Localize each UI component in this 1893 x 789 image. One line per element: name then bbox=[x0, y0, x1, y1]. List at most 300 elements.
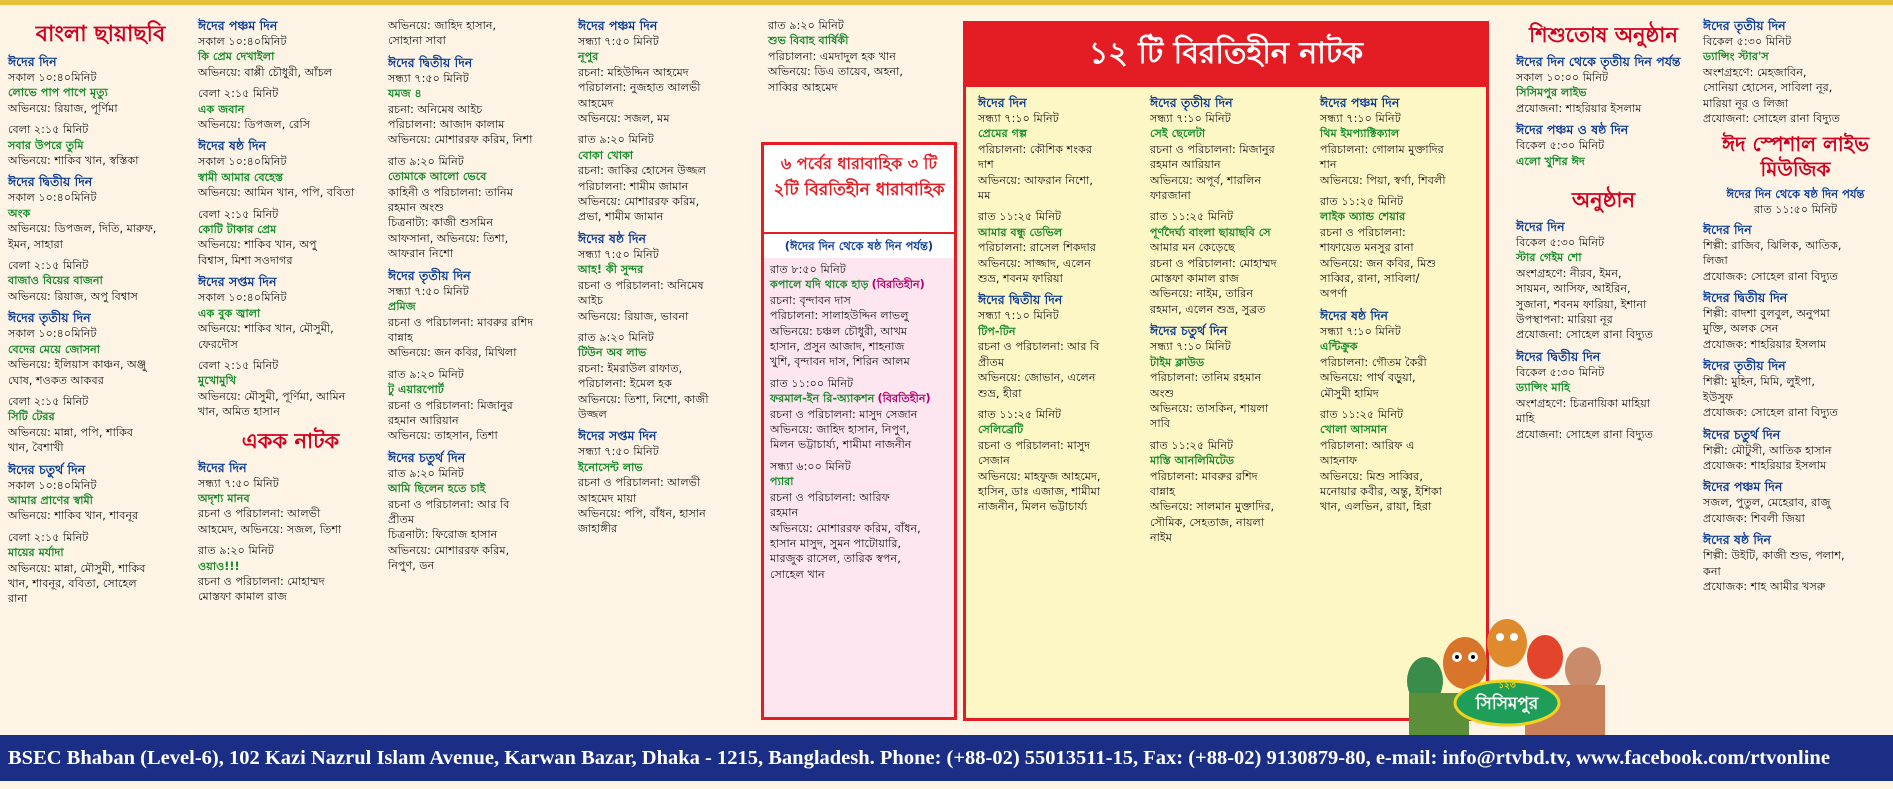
item-title-text: কোটি টাকার প্রেম bbox=[198, 223, 277, 237]
item-time: সন্ধ্যা ৭:১০ মিনিট bbox=[978, 112, 1059, 125]
item-title bbox=[1150, 225, 1315, 240]
serial-header-line2: ২টি বিরতিহীন ধারাবাহিক bbox=[773, 180, 945, 200]
item-title-text: সিটি টেরর bbox=[8, 410, 55, 424]
schedule-item bbox=[1320, 95, 1485, 188]
item-line: পরিচালনা: গৌতম কৈরী bbox=[1320, 355, 1427, 369]
column-drama-3 bbox=[578, 18, 758, 543]
item-line: অভিনয়ে: ডিপজল, রেসি bbox=[198, 118, 311, 132]
item-line: প্রযোজনা: সোহেল রানা বিদ্যুত bbox=[1703, 112, 1841, 126]
item-time: সকাল ১০:৪০মিনিট bbox=[8, 478, 97, 492]
item-day: ঈদের দ্বিতীয় দিন bbox=[1516, 348, 1601, 364]
item-line: অভিনয়ে: পপি, বাঁধন, হাসান bbox=[578, 506, 706, 520]
item-title-text: লাইক অ্যান্ড শেয়ার bbox=[1320, 210, 1406, 224]
item-line: প্রযোজক: শাহরিয়ার ইসলাম bbox=[1703, 458, 1827, 472]
item-title bbox=[8, 409, 193, 424]
item-title bbox=[198, 306, 383, 321]
item-line: আফসানা, অভিনয়ে: তিশা, bbox=[388, 231, 509, 245]
item-line: সোনিয়া হোসেন, সাবিলা নূর, bbox=[1703, 81, 1833, 95]
schedule-item bbox=[1703, 532, 1888, 594]
item-line: রচনা ও পরিচালনা: অনিমেষ bbox=[578, 278, 704, 292]
item-line: অভিনয়ে: মিশু সাব্বির, bbox=[1320, 469, 1423, 483]
item-line: রচনা ও পরিচালনা: মাবরুর রশিদ bbox=[388, 315, 534, 329]
item-title bbox=[1320, 422, 1485, 437]
footer-contact-bar: BSEC Bhaban (Level-6), 102 Kazi Nazrul Islam Avenue, Karwan Bazar, Dhaka - 1215, Bangladesh. Phone: (+88-02) 55013511-15, Fax: (+88-02) 9130879-80, e-mail: info@rtvbd.tv, www.facebook.com/rtvonline bbox=[0, 735, 1893, 781]
item-line: বান্নাহ bbox=[1150, 484, 1175, 498]
item-time: রাত ৯:২০ মিনিট bbox=[578, 330, 654, 344]
item-time: রাত ১১:২৫ মিনিট bbox=[1320, 407, 1404, 421]
item-day: ঈদের তৃতীয় দিন bbox=[1150, 95, 1233, 110]
item-title-text: আমার বন্ধু ডেভিল bbox=[978, 225, 1063, 239]
item-line: অভিনয়ে: রিয়াজ, পূর্ণিমা bbox=[8, 101, 118, 115]
schedule-item bbox=[198, 207, 383, 269]
item-time: রাত ৯:২০ মিনিট bbox=[388, 466, 464, 480]
item-title-text: এক বুক জ্বালা bbox=[198, 306, 261, 320]
item-line: অভিনয়ে: নাইম, তারিন bbox=[1150, 287, 1254, 301]
schedule-item bbox=[8, 258, 193, 304]
item-day: ঈদের পঞ্চম দিন bbox=[198, 18, 278, 33]
item-line: পরিচালনা: গোলাম মুক্তাদির bbox=[1320, 142, 1444, 156]
item-line: অভিনয়ে: সালমান মুক্তাদির, bbox=[1150, 500, 1275, 514]
item-line: শাফায়েত মনসুর রানা bbox=[1320, 241, 1414, 255]
item-line: রচনা ও পরিচালনা: মাসুদ bbox=[978, 438, 1090, 452]
item-title-text: সিসিমপুর লাইভ bbox=[1516, 86, 1587, 100]
item-title bbox=[388, 481, 573, 496]
item-time: রাত ৯:২০ মিনিট bbox=[388, 154, 464, 168]
item-title bbox=[1320, 209, 1485, 224]
schedule-item bbox=[198, 18, 383, 80]
item-time: রাত ৯:২০ মিনিট bbox=[768, 19, 844, 32]
item-time: সন্ধ্যা ৭:১০ মিনিট bbox=[1150, 112, 1231, 125]
item-title bbox=[978, 225, 1143, 240]
item-line: প্রযোজক: সোহেল রানা বিদ্যুত bbox=[1703, 269, 1838, 283]
item-time: রাত ৯:২০ মিনিট bbox=[578, 133, 654, 147]
item-line: আহমেদ bbox=[578, 96, 614, 110]
item-line: নাজনীন, মিলন ভট্টাচার্য্য bbox=[978, 500, 1088, 514]
item-line: বিশ্বাস, মিশা সওদাগর bbox=[198, 253, 293, 267]
item-day: ঈদের তৃতীয় দিন bbox=[1703, 18, 1786, 33]
item-line: অভিনয়ে: পিয়া, স্বর্ণা, শিবলী bbox=[1320, 173, 1446, 187]
item-day: ঈদের সপ্তম দিন bbox=[198, 274, 277, 290]
item-line: প্রীতম bbox=[388, 512, 415, 526]
top-border bbox=[0, 0, 1893, 5]
item-time: রাত ১১:২৫ মিনিট bbox=[978, 210, 1062, 224]
live-music-time: রাত ১১:৫০ মিনিট bbox=[1753, 203, 1838, 217]
item-title bbox=[1516, 85, 1691, 100]
sisimpur-logo-number: ১২৩ bbox=[1498, 681, 1516, 691]
item-line: অভিনয়ে: ডিএ তায়েব, অহনা, bbox=[768, 65, 903, 79]
item-line: সৌমিক, সেহতাজ, নায়লা bbox=[1150, 515, 1265, 529]
item-tag: (বিরতিহীন) bbox=[877, 392, 931, 406]
schedule-item bbox=[198, 138, 383, 200]
item-day: ঈদের পঞ্চম দিন bbox=[1320, 95, 1400, 110]
item-title-text: মাস্তি আনলিমিটেড bbox=[1150, 454, 1235, 468]
item-line: শান bbox=[1320, 158, 1337, 172]
item-title bbox=[8, 342, 193, 357]
list bbox=[388, 18, 573, 574]
item-title-text: কি প্রেম দেখাইলা bbox=[198, 50, 275, 64]
item-time: বিকেল ৫:৩০ মিনিট bbox=[1516, 236, 1605, 250]
item-title-text: ড্যান্সিং মাহি bbox=[1516, 381, 1570, 395]
item-line: ফেরদৌস bbox=[198, 337, 238, 351]
item-time: সন্ধ্যা ৭:১০ মিনিট bbox=[1150, 340, 1231, 354]
item-title-text: পূর্ণদৈর্ঘ্য বাংলা ছায়াছবি সে bbox=[1150, 225, 1271, 239]
item-day: ঈদের দিন bbox=[1703, 221, 1752, 237]
item-time: রাত ৯:২০ মিনিট bbox=[198, 544, 274, 558]
item-line: হাসান মাসুদ, সুমন পাটোয়ারি, bbox=[770, 536, 902, 550]
item-time: রাত ১১:২৫ মিনিট bbox=[1150, 438, 1234, 452]
item-line: শিল্পী: রাজিব, ঝিলিক, আতিক, bbox=[1703, 238, 1842, 252]
item-line: অভিনয়ে: শাকিব খান, শাবনূর bbox=[8, 509, 139, 523]
item-title bbox=[578, 49, 758, 64]
column-drama-4 bbox=[768, 18, 958, 95]
item-title bbox=[8, 273, 193, 288]
item-title-text: মুখোমুখি bbox=[198, 374, 237, 388]
schedule-item bbox=[1320, 407, 1485, 515]
red-mascot-head bbox=[1527, 635, 1563, 679]
item-title bbox=[1703, 49, 1888, 64]
item-line: খুশি, বৃন্দাবন দাস, শিরিন আলম bbox=[770, 355, 910, 369]
schedule-item bbox=[770, 376, 952, 453]
item-time: সকাল ১০:৪০মিনিট bbox=[8, 327, 97, 341]
schedule-item bbox=[1320, 194, 1485, 302]
item-line: মৌসুমী হামিদ bbox=[1320, 386, 1379, 400]
item-line: অভিনয়ে: পার্থ বড়ুয়া, bbox=[1320, 371, 1416, 385]
schedule-item bbox=[1516, 349, 1691, 442]
item-line: খান, এলভিন, রায়া, হিরা bbox=[1320, 500, 1432, 514]
schedule-item bbox=[1150, 323, 1315, 431]
item-time: সন্ধ্যা ৭:১০ মিনিট bbox=[1320, 112, 1401, 125]
item-day: ঈদের দ্বিতীয় দিন bbox=[388, 54, 473, 70]
schedule-item bbox=[578, 428, 758, 536]
item-line: শুভ্র, হীরা bbox=[978, 386, 1022, 400]
item-time: সকাল ১০:৪০মিনিট bbox=[8, 71, 97, 84]
item-title-text: আহ! কী সুন্দর bbox=[578, 263, 644, 277]
item-title-text: টাইম ক্লাউড bbox=[1150, 355, 1205, 369]
item-title-text: টিউন অব লাভ bbox=[578, 346, 647, 360]
item-time: বেলা ২:১৫ মিনিট bbox=[198, 358, 279, 372]
item-line: অভিনয়ে: মাহফুজ আহমেদ, bbox=[978, 469, 1101, 483]
serial-header bbox=[764, 145, 954, 233]
list bbox=[978, 95, 1143, 515]
item-title-text: অংক bbox=[8, 206, 31, 220]
tiger-mascot-head bbox=[1443, 637, 1487, 689]
item-line: সাব্বির, রানা, সাবিলা/ bbox=[1320, 272, 1420, 286]
item-title-text: স্টার গেইম শো bbox=[1516, 251, 1582, 265]
schedule-item bbox=[388, 450, 573, 574]
schedule-item bbox=[388, 367, 573, 444]
item-title bbox=[1516, 154, 1691, 169]
item-line: অভিনয়ে: আমিন খান, পপি, ববিতা bbox=[198, 186, 355, 200]
lion-mascot-head bbox=[1487, 619, 1527, 667]
schedule-item bbox=[1150, 95, 1315, 203]
serial-subtitle: (ঈদের দিন থেকে ষষ্ঠ দিন পর্যন্ত) bbox=[764, 232, 954, 258]
item-title-text: বেদের মেয়ে জোসনা bbox=[8, 342, 101, 356]
schedule-item bbox=[1703, 427, 1888, 474]
schedule-item bbox=[770, 262, 952, 370]
schedule-item bbox=[8, 394, 193, 456]
item-line: আফরান নিশো bbox=[388, 247, 454, 261]
schedule-item bbox=[8, 462, 193, 524]
item-time: বেলা ২:১৫ মিনিট bbox=[8, 123, 89, 137]
item-day: ঈদের তৃতীয় দিন bbox=[1703, 358, 1786, 374]
item-title-text: আমার প্রাণের স্বামী bbox=[8, 493, 93, 507]
item-line: সাবি bbox=[1150, 417, 1171, 431]
column-movies-continued bbox=[198, 18, 383, 611]
item-line: অভিনয়ে: জাহিদ হাসান, নিপুণ, bbox=[770, 423, 910, 437]
item-line: রচনা ও পরিচালনা: মিজানুর bbox=[388, 398, 513, 412]
schedule-item bbox=[978, 407, 1143, 515]
item-day: ঈদের সপ্তম দিন bbox=[578, 428, 657, 444]
item-line: পরিচালনা: আরিফ এ bbox=[1320, 438, 1415, 452]
list bbox=[1703, 18, 1888, 126]
item-title-text: ড্যান্সিং স্টার'স bbox=[1703, 50, 1769, 64]
section-title-single-drama: একক নাটক bbox=[241, 428, 340, 453]
item-time: রাত ১১:২৫ মিনিট bbox=[1320, 195, 1404, 209]
item-line: সোহানা সাবা bbox=[388, 34, 446, 48]
section-title-live-music: ঈদ স্পেশাল লাইভ মিউজিক bbox=[1721, 132, 1870, 182]
item-title bbox=[198, 491, 383, 506]
item-line: প্রভা, শামীম জামান bbox=[578, 210, 664, 224]
item-line: মাহি bbox=[1516, 412, 1535, 426]
item-line: রচনা: জাকির হোসেন উজ্জল bbox=[578, 164, 706, 178]
item-title bbox=[1516, 250, 1691, 265]
item-line: কাহিনী ও পরিচালনা: তানিম bbox=[388, 185, 513, 199]
item-time: রাত ১১:২৫ মিনিট bbox=[1150, 210, 1234, 224]
schedule-item bbox=[198, 358, 383, 420]
item-line: জাহাঙ্গীর bbox=[578, 522, 618, 536]
item-line: অভিনয়ে: চঞ্চল চৌধুরী, আখম bbox=[770, 324, 908, 338]
schedule-item bbox=[1516, 54, 1691, 116]
item-title-text: প্রেমের গল্প bbox=[978, 127, 1027, 141]
item-line: প্রযোজক: শাহ আমীর খসরু bbox=[1703, 579, 1826, 593]
item-line: অভিনয়ে: বাপ্পী চৌধুরী, আঁচল bbox=[198, 65, 333, 79]
item-title-text: স্বামী আমার বেহেস্ত bbox=[198, 170, 284, 184]
item-line: দাশ bbox=[978, 158, 994, 172]
natak-column-3 bbox=[1320, 95, 1485, 521]
item-title-text: কপালে যদি থাকে হাড় bbox=[770, 278, 869, 292]
item-line: অভিনয়ে: ডিপজল, দিতি, মারুফ, bbox=[8, 222, 157, 236]
item-title bbox=[8, 493, 193, 508]
item-title bbox=[978, 422, 1143, 437]
item-title bbox=[198, 170, 383, 185]
item-day: ঈদের চতুর্থ দিন bbox=[1703, 426, 1781, 442]
schedule-item bbox=[388, 268, 573, 361]
item-line: প্রযোজনা: সোহেল রানা বিদ্যুত bbox=[1516, 427, 1654, 441]
item-line: খান, বৈশাখী bbox=[8, 441, 64, 455]
item-day: ঈদের দিন bbox=[978, 95, 1027, 110]
item-line: রচনা: ইমরাউল রাফাত, bbox=[578, 361, 683, 375]
sisimpur-mascots-illustration bbox=[1395, 585, 1617, 735]
item-time: বেলা ২:১৫ মিনিট bbox=[8, 394, 89, 408]
item-line: রচনা ও পরিচালনা: bbox=[1320, 225, 1406, 239]
item-day: ঈদের দিন থেকে তৃতীয় দিন পর্যন্ত bbox=[1516, 54, 1681, 69]
item-title bbox=[978, 324, 1143, 339]
item-title-text: খোলা আসমান bbox=[1320, 423, 1388, 437]
item-day: ঈদের চতুর্থ দিন bbox=[388, 449, 466, 465]
item-line: প্রযোজনা: শাহরিয়ার ইসলাম bbox=[1516, 101, 1642, 115]
item-line: অভিনয়ে: মোশাররফ করিম, বাঁধন, bbox=[770, 521, 921, 535]
item-day: ঈদের ষষ্ঠ দিন bbox=[198, 138, 266, 154]
list bbox=[1516, 219, 1691, 442]
item-time: রাত ১১:০০ মিনিট bbox=[770, 376, 854, 390]
item-line: কনা bbox=[1703, 564, 1721, 578]
item-line: নিপুণ, ডন bbox=[388, 559, 435, 573]
item-line: অভিনয়ে: জন কবির, মিথিলা bbox=[388, 346, 517, 360]
item-title bbox=[198, 102, 383, 117]
item-title bbox=[198, 222, 383, 237]
item-line: অভিনয়ে: ইলিয়াস কাঞ্চন, অঞ্জু bbox=[8, 358, 147, 372]
item-title bbox=[8, 138, 193, 153]
item-title bbox=[770, 474, 952, 489]
item-line: আহমেদ, অভিনয়ে: সজল, তিশা bbox=[198, 522, 342, 536]
item-line: প্রযোজক: শাহরিয়ার ইসলাম bbox=[1703, 337, 1827, 351]
item-title-text: এন্টিক্রুক bbox=[1320, 340, 1358, 354]
item-line: রচনা: অনিমেষ আইচ bbox=[388, 102, 483, 116]
item-line: রহমান bbox=[770, 506, 799, 520]
item-title-text: তোমাকে আলো ভেবে bbox=[388, 170, 487, 184]
item-title-text: সবার উপরে তুমি bbox=[8, 138, 84, 152]
item-title bbox=[1150, 355, 1315, 370]
item-line: মিলন ভট্টাচার্য্য, শামীমা নাজনীন bbox=[770, 438, 912, 452]
item-day: ঈদের দ্বিতীয় দিন bbox=[8, 174, 93, 190]
item-day: ঈদের পঞ্চম দিন bbox=[578, 18, 658, 33]
item-title-text: প্যারা bbox=[770, 475, 794, 489]
item-title-text: যমজ ৪ bbox=[388, 87, 422, 101]
item-title-text: বাজাও বিয়ের বাজনা bbox=[8, 274, 103, 288]
schedule-item bbox=[1150, 438, 1315, 546]
item-line: অভিনয়ে: শাকিব খান, স্বস্তিকা bbox=[8, 154, 139, 168]
item-time: বিকেল ৫:৩০ মিনিট bbox=[1516, 365, 1605, 379]
item-line: হাসিন, ডাঃ এজাজ, শামীমা bbox=[978, 484, 1101, 498]
item-line: সুজানা, শবনম ফারিয়া, ইশানা bbox=[1516, 297, 1647, 311]
item-line: রহমান অংশু bbox=[388, 201, 444, 215]
item-line: অভিনয়ে: জন কবির, মিশু bbox=[1320, 256, 1437, 270]
item-time: বেলা ২:১৫ মিনিট bbox=[8, 530, 89, 544]
item-title-text: আমি ছিলেন হতে চাই bbox=[388, 482, 486, 496]
section-title-programs: অনুষ্ঠান bbox=[1571, 188, 1636, 213]
list bbox=[1320, 95, 1485, 515]
item-line: শিল্পী: উইটি, কাজী শুভ, পলাশ, bbox=[1703, 549, 1845, 563]
item-day: ঈদের ষষ্ঠ দিন bbox=[1703, 532, 1771, 548]
item-line: অভিনয়ে: জোভান, এলেন bbox=[978, 371, 1096, 385]
item-line: ইমন, সাহারা bbox=[8, 237, 63, 251]
natak-column-2 bbox=[1150, 95, 1315, 552]
item-line: রচনা ও পরিচালনা: আলভী bbox=[198, 507, 321, 521]
item-title bbox=[198, 49, 383, 64]
item-line: অভিনয়ে: সজল, মম bbox=[578, 112, 670, 126]
item-line: অংশগ্রহণে: নীরব, ইমন, bbox=[1516, 266, 1622, 280]
item-line: নাইম bbox=[1150, 531, 1172, 545]
item-time: সন্ধ্যা ৭:৫০ মিনিট bbox=[388, 284, 469, 298]
schedule-item bbox=[578, 231, 758, 324]
item-time: সকাল ১০:৪০মিনিট bbox=[198, 155, 287, 169]
item-title bbox=[388, 86, 573, 101]
item-line: অভিনয়ে: মোশাররফ করিম, bbox=[578, 195, 700, 209]
schedule-item bbox=[1703, 479, 1888, 526]
item-title bbox=[388, 299, 573, 314]
item-line: সজল, পুতুল, মেহেরাব, রাজু bbox=[1703, 496, 1831, 510]
item-time: বিকেল ৫:৩০ মিনিট bbox=[1703, 35, 1792, 48]
item-line: রহমান, এলেন শুভ্র, সুব্রত bbox=[1150, 302, 1266, 316]
section-title-children: শিশুতোষ অনুষ্ঠান bbox=[1529, 23, 1678, 47]
item-line: আইচ bbox=[578, 294, 603, 308]
item-title bbox=[198, 559, 383, 574]
item-line: পরিচালনা: আজাদ কালাম bbox=[388, 118, 505, 132]
item-line: পরিচালনা: সালাহউদ্দিন লাভলু bbox=[770, 309, 909, 323]
list bbox=[198, 18, 383, 420]
item-line: মারিয়া নূর ও লিজা bbox=[1703, 96, 1789, 110]
schedule-item bbox=[388, 154, 573, 262]
item-title bbox=[388, 382, 573, 397]
item-title bbox=[388, 169, 573, 184]
item-line: পরিচালনা: শামীম জামান bbox=[578, 179, 689, 193]
item-line: আহনাফ bbox=[1320, 454, 1358, 468]
schedule-item bbox=[198, 543, 383, 605]
schedule-item bbox=[8, 174, 193, 252]
item-line: অংশগ্রহণে: মেহজাবিন, bbox=[1703, 65, 1807, 79]
item-time: রাত ৮:৫০ মিনিট bbox=[770, 263, 846, 276]
column-drama-2 bbox=[388, 18, 573, 580]
item-line: অভিনয়ে: মান্না, মৌসুমী, শাকিব bbox=[8, 561, 146, 575]
item-line: মোস্তফা কামাল রাজ bbox=[1150, 272, 1239, 286]
item-line: অভিনয়ে: শাকিব খান, মৌসুমী, bbox=[198, 322, 334, 336]
item-line: রহমান আরিয়ান bbox=[1150, 158, 1221, 172]
item-line: পরিচালনা: ইমেল হক bbox=[578, 377, 672, 391]
item-time: সন্ধ্যা ৭:১০ মিনিট bbox=[978, 309, 1059, 323]
item-line: পরিচালনা: তানিম রহমান bbox=[1150, 371, 1262, 385]
item-line: অভিনয়ে: তাহসান, তিশা bbox=[388, 429, 498, 443]
item-time: সন্ধ্যা ৭:৫০ মিনিট bbox=[578, 445, 659, 459]
item-line: অংশগ্রহণে: চিত্রনায়িকা মাহিয়া bbox=[1516, 396, 1651, 410]
natak-column-1 bbox=[978, 95, 1143, 521]
item-line: আমার মন কেড়েছে bbox=[1150, 241, 1235, 255]
item-title bbox=[578, 345, 758, 360]
item-title-text: টু এয়ারপোর্ট bbox=[388, 383, 444, 397]
item-line: খান, অমিত হাসান bbox=[198, 405, 280, 419]
item-title bbox=[978, 126, 1143, 141]
item-title-text: ইনোসেন্ট লাভ bbox=[578, 460, 643, 474]
item-title-text: অদৃশ্য মানব bbox=[198, 491, 250, 505]
item-line: অভিনয়ে: মোশাররফ করিম, নিশা bbox=[388, 133, 533, 147]
item-time: বেলা ২:১৫ মিনিট bbox=[8, 259, 89, 273]
item-line: অভিনয়ে: তাসকিন, শায়লা bbox=[1150, 401, 1269, 415]
schedule-item bbox=[8, 54, 193, 116]
item-day: ঈদের দিন bbox=[198, 459, 247, 475]
item-day: ঈদের ষষ্ঠ দিন bbox=[1320, 307, 1388, 323]
schedule-item bbox=[978, 209, 1143, 286]
item-title-text: মায়ের মর্যাদা bbox=[8, 546, 64, 560]
item-time: বিকেল ৫:৩০ মিনিট bbox=[1516, 139, 1605, 153]
sisimpur-logo-text: সিসিমপুর bbox=[1475, 694, 1539, 714]
item-title-text: এক জবান bbox=[198, 102, 245, 116]
item-line: শিল্পী: মুহিন, মিমি, লুইপা, bbox=[1703, 375, 1815, 389]
item-day: ঈদের দিন bbox=[1516, 219, 1565, 235]
item-line: অভিনয়ে: মোশাররফ করিম, bbox=[388, 543, 510, 557]
item-line: অপর্ণা bbox=[1320, 287, 1348, 301]
item-title-text: সেই ছেলেটা bbox=[1150, 127, 1206, 141]
item-title bbox=[770, 391, 952, 406]
item-title-text: থিম ইমপ্যাক্টিক্যাল bbox=[1320, 127, 1400, 141]
schedule-item bbox=[1150, 209, 1315, 317]
item-line: অভিনয়ে: শাকিব খান, অপু bbox=[198, 238, 317, 252]
schedule-item bbox=[8, 530, 193, 607]
item-title-text: নূপুর bbox=[578, 50, 599, 64]
item-day: ঈদের পঞ্চম দিন bbox=[1703, 479, 1783, 495]
item-time: রাত ১১:২৫ মিনিট bbox=[978, 407, 1062, 421]
item-line: খান, শাবনূর, ববিতা, সোহেল bbox=[8, 576, 137, 590]
item-line: উজ্জল bbox=[578, 407, 607, 421]
item-time: সন্ধ্যা ৭:১০ মিনিট bbox=[1320, 324, 1401, 338]
